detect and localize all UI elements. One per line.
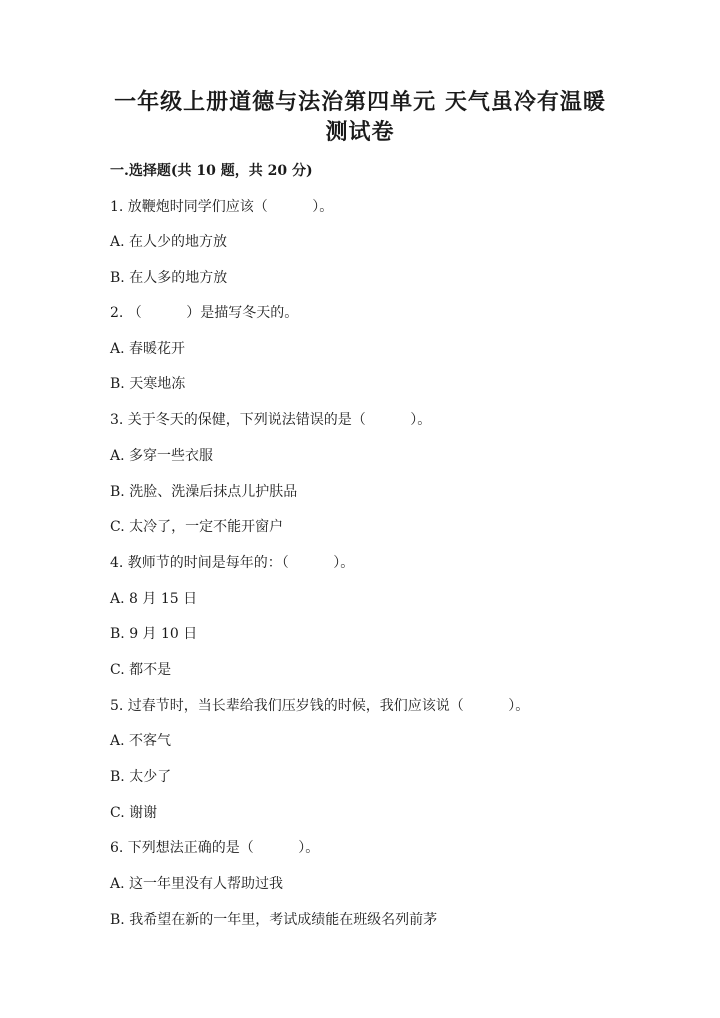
question-2-option-b: B. 天寒地冻	[110, 376, 186, 392]
question-3-option-c: C. 太冷了，一定不能开窗户	[110, 519, 284, 535]
exam-title-line-1: 一年级上册道德与法治第四单元 天气虽冷有温暖	[114, 89, 606, 115]
question-3-option-b: B. 洗脸、洗澡后抹点儿护肤品	[110, 484, 298, 500]
question-1-option-b: B. 在人多的地方放	[110, 270, 228, 286]
question-4-option-a: A. 8 月 15 日	[110, 591, 198, 607]
question-3: 3. 关于冬天的保健，下列说法错误的是（ ）。	[110, 412, 432, 428]
question-2-option-a: A. 春暖花开	[110, 341, 186, 357]
question-5: 5. 过春节时，当长辈给我们压岁钱的时候，我们应该说（ ）。	[110, 698, 530, 714]
exam-title-line-2: 测试卷	[325, 119, 395, 145]
question-4-option-c: C. 都不是	[110, 662, 172, 678]
question-2: 2. （ ）是描写冬天的。	[110, 305, 299, 321]
question-6: 6. 下列想法正确的是（ ）。	[110, 840, 320, 856]
question-4: 4. 教师节的时间是每年的：（ ）。	[110, 555, 355, 571]
section-heading: 一.选择题(共 10 题，共 20 分)	[110, 163, 313, 179]
question-4-option-b: B. 9 月 10 日	[110, 626, 198, 642]
question-6-option-a: A. 这一年里没有人帮助过我	[110, 876, 284, 892]
question-1-option-a: A. 在人少的地方放	[110, 234, 228, 250]
question-1: 1. 放鞭炮时同学们应该（ ）。	[110, 199, 334, 215]
question-5-option-c: C. 谢谢	[110, 805, 158, 821]
question-5-option-b: B. 太少了	[110, 769, 172, 785]
question-6-option-b: B. 我希望在新的一年里，考试成绩能在班级名列前茅	[110, 912, 438, 928]
question-3-option-a: A. 多穿一些衣服	[110, 448, 214, 464]
question-5-option-a: A. 不客气	[110, 733, 172, 749]
